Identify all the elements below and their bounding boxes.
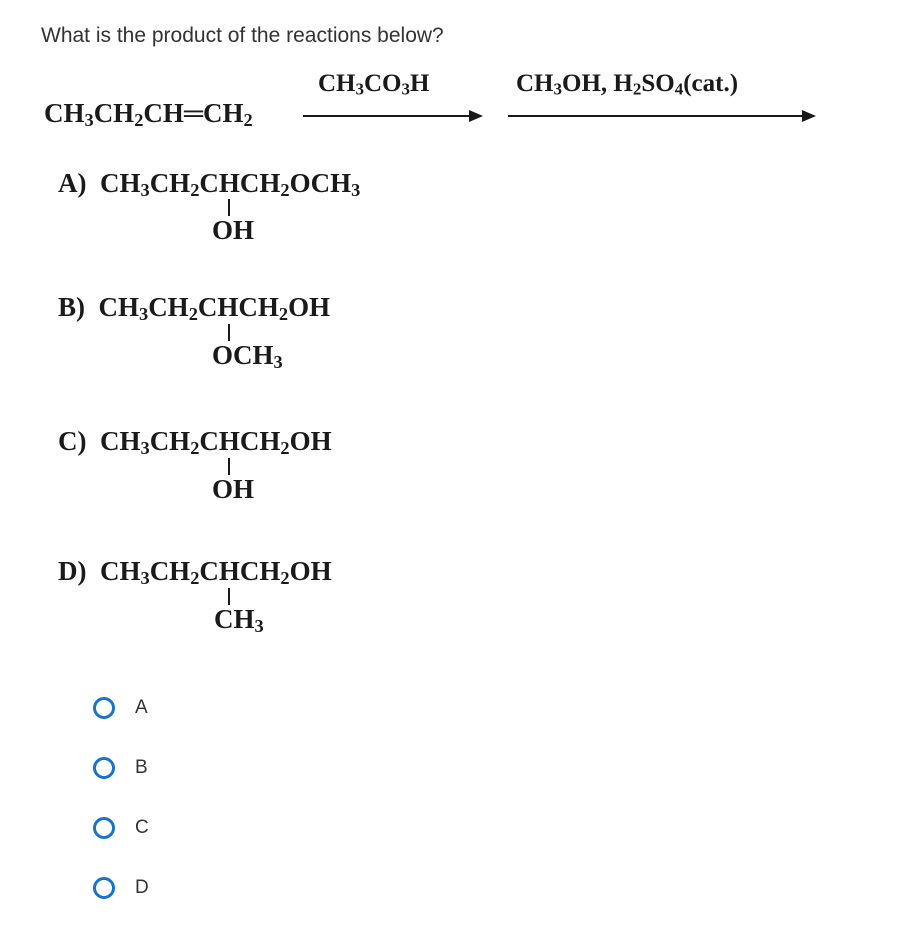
substituent-b — [212, 340, 283, 371]
chain-part: CH — [149, 556, 191, 586]
choice-a[interactable] — [93, 697, 148, 719]
chain-part: OH — [289, 426, 332, 456]
reagent-peracid — [318, 70, 429, 98]
radio-circle-icon[interactable] — [93, 697, 115, 719]
reagent-sub: 2 — [632, 79, 642, 99]
substituent-part: OH — [212, 215, 255, 245]
bond-line — [228, 588, 230, 605]
reaction-arrow-1 — [303, 115, 481, 117]
radio-circle-icon[interactable] — [93, 877, 115, 899]
chain-part: OCH — [289, 168, 352, 198]
chain-sub: 3 — [140, 568, 150, 589]
reaction-arrow-2 — [508, 115, 814, 117]
reagent-part: H — [410, 70, 430, 97]
chain-sub: 2 — [190, 180, 200, 201]
choice-label: A — [135, 697, 148, 718]
choice-b[interactable] — [93, 757, 148, 779]
chain-sub: 2 — [280, 438, 290, 459]
bond-line — [228, 324, 230, 341]
reagent-part: CO — [364, 70, 402, 97]
reagent-part: SO — [641, 70, 675, 97]
reactant-part: CH — [44, 98, 85, 128]
reagent-sub: 3 — [553, 79, 562, 99]
bond-line — [228, 199, 230, 216]
substituent-part: CH — [214, 604, 255, 634]
structure-d — [58, 556, 332, 587]
reactant-sub: 3 — [84, 110, 94, 131]
chain-sub: 2 — [190, 568, 200, 589]
chain-part: CH — [149, 168, 191, 198]
chain-part: CH — [100, 426, 141, 456]
reactant-formula — [44, 98, 253, 129]
chain-part: OH — [289, 556, 332, 586]
chain-sub: 2 — [278, 304, 289, 325]
chain-sub: 3 — [139, 304, 149, 325]
chain-part: CH — [100, 168, 141, 198]
structure-c — [58, 426, 332, 457]
chain-part: OH — [288, 292, 331, 322]
choice-label: C — [135, 817, 149, 838]
reagent-part: (cat.) — [683, 70, 739, 97]
substituent-c — [212, 474, 254, 505]
substituent-d — [214, 604, 264, 635]
choice-c[interactable] — [93, 817, 149, 839]
reagent-methanol-acid — [516, 70, 738, 98]
reagent-part: OH, H — [562, 70, 633, 97]
reagent-sub: 3 — [355, 79, 364, 99]
structure-label: A) — [58, 168, 87, 198]
reactant-part: CH═CH — [143, 98, 244, 128]
substituent-part: OCH — [212, 340, 274, 370]
chain-part: CHCH — [199, 556, 281, 586]
chain-part: CHCH — [199, 168, 281, 198]
chain-part: CH — [149, 426, 191, 456]
substituent-part: OH — [212, 474, 255, 504]
choice-label: D — [135, 877, 149, 898]
chain-part: CH — [98, 292, 139, 322]
chain-sub: 2 — [280, 568, 290, 589]
chain-sub: 2 — [280, 180, 290, 201]
chain-sub: 3 — [140, 180, 150, 201]
reactant-part: CH — [93, 98, 135, 128]
reagent-part: CH — [516, 70, 554, 97]
structure-label: B) — [58, 292, 85, 322]
choice-label: B — [135, 757, 148, 778]
structure-label: C) — [58, 426, 87, 456]
reagent-part: CH — [318, 70, 356, 97]
question-text: What is the product of the reactions below? — [41, 24, 444, 47]
choice-d[interactable] — [93, 877, 149, 899]
structure-label: D) — [58, 556, 87, 586]
radio-circle-icon[interactable] — [93, 757, 115, 779]
reactant-sub: 2 — [243, 110, 253, 131]
chain-sub: 3 — [140, 438, 150, 459]
chain-sub: 3 — [351, 180, 361, 201]
chain-part: CHCH — [199, 426, 281, 456]
substituent-a — [212, 215, 254, 246]
reagent-sub: 4 — [674, 79, 684, 99]
chain-sub: 2 — [190, 438, 200, 459]
reactant-sub: 2 — [134, 110, 144, 131]
substituent-sub: 3 — [273, 352, 283, 373]
reagent-sub: 3 — [401, 79, 410, 99]
structure-b — [58, 292, 330, 323]
chain-part: CHCH — [197, 292, 279, 322]
chain-part: CH — [100, 556, 141, 586]
chain-sub: 2 — [188, 304, 198, 325]
radio-circle-icon[interactable] — [93, 817, 115, 839]
bond-line — [228, 458, 230, 475]
substituent-sub: 3 — [254, 616, 264, 637]
structure-a — [58, 168, 360, 199]
chain-part: CH — [148, 292, 189, 322]
